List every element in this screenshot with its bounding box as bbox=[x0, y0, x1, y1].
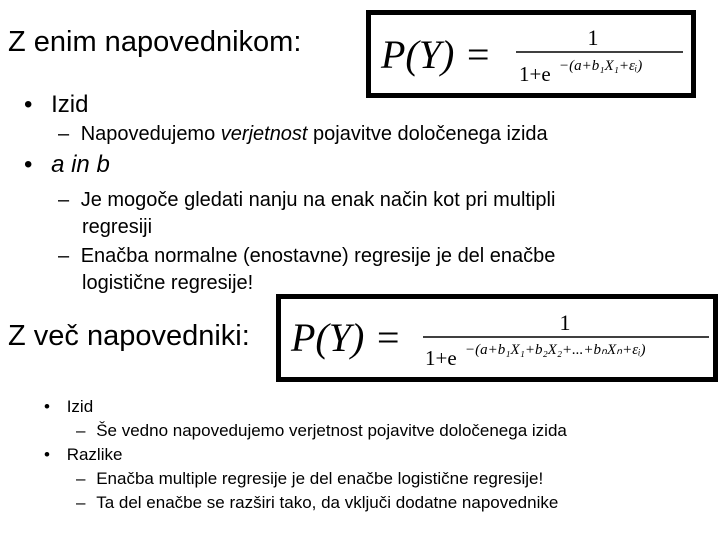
section2-heading: Z več napovedniki: bbox=[8, 320, 250, 352]
s1-subitem-ab-1: – Enačba normalne (enostavne) regresije je del enačbe logistične regresije! bbox=[58, 245, 556, 294]
s2-subitem-razlike-1: – Ta del enačbe se razširi tako, da vključi dodatne napovednike bbox=[76, 493, 559, 512]
s1-subitem-izid-0: – Napovedujemo verjetnost pojavitve določenega izida bbox=[58, 123, 548, 145]
formula1-lhs: P(Y) = bbox=[381, 32, 492, 77]
s1-item-izid-label: Izid bbox=[51, 91, 89, 118]
formula2-exponent: −(a+b₁X₁+b₂X₂+...+bₙXₙ+εᵢ) bbox=[465, 342, 646, 358]
formula2-numerator: 1 bbox=[559, 310, 571, 335]
s2-bullet-izid: • Izid bbox=[44, 397, 94, 416]
formula2-denominator-base: 1+e bbox=[425, 346, 457, 370]
s2-subitem-razlike-0: – Enačba multiple regresije je del enačbe logistične regresije! bbox=[76, 469, 544, 488]
formula2-equation bbox=[281, 299, 713, 377]
formula2-lhs: P(Y) = bbox=[291, 315, 402, 360]
s2-subitem-izid-0: – Še vedno napovedujemo verjetnost pojavitve določenega izida bbox=[76, 421, 567, 440]
s1-bullet-ab: • a in b bbox=[24, 151, 110, 178]
formula1-numerator: 1 bbox=[587, 25, 599, 50]
s1-bullet-izid: • Izid bbox=[24, 91, 89, 118]
s1-subitem-izid-emphasis: verjetnost bbox=[220, 123, 308, 145]
formula1-box bbox=[366, 10, 696, 98]
s1-subitem-ab-0: – Je mogoče gledati nanju na enak način kot pri multipli regresiji bbox=[58, 189, 556, 238]
s2-item-izid-label: Izid bbox=[66, 397, 94, 416]
formula1-exponent: −(a+b₁X₁+εᵢ) bbox=[559, 58, 643, 74]
s2-item-razlike-label: Razlike bbox=[66, 445, 123, 464]
formula1-equation bbox=[371, 15, 691, 93]
formula2-box bbox=[276, 294, 718, 382]
s2-bullet-razlike: • Razlike bbox=[44, 445, 123, 464]
s1-item-ab-label: a in b bbox=[51, 151, 110, 178]
formula1-denominator-base: 1+e bbox=[519, 62, 551, 86]
section1-heading: Z enim napovednikom: bbox=[8, 26, 302, 58]
